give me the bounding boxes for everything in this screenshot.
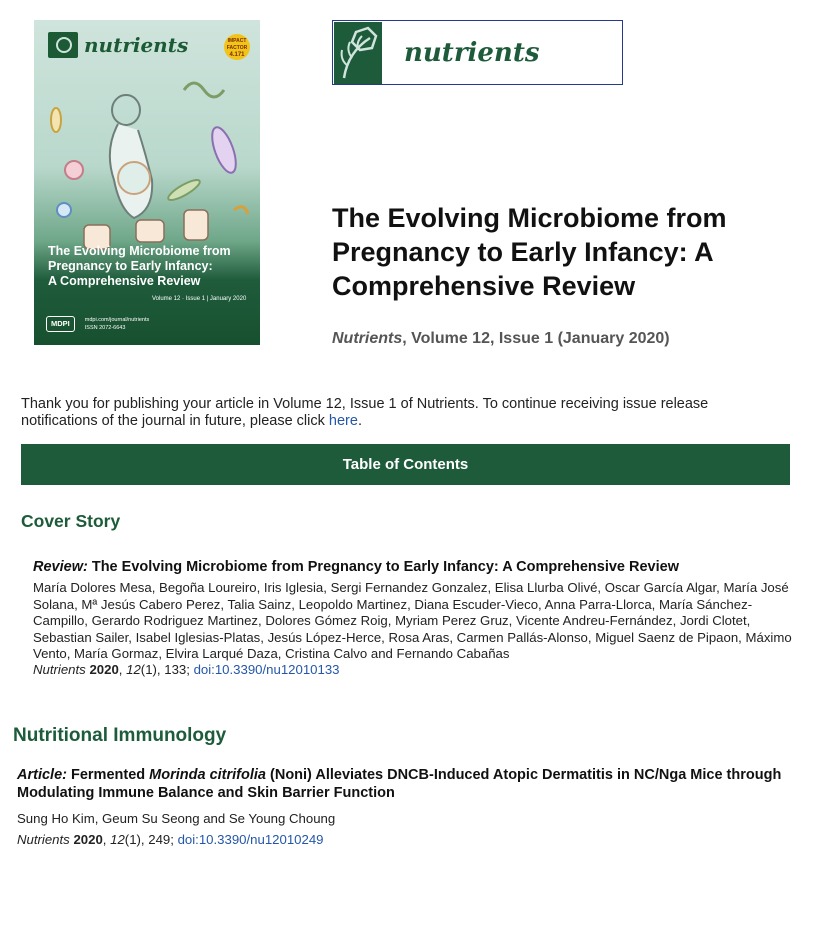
article-authors: Sung Ho Kim, Geum Su Seong and Se Young Choung (17, 811, 336, 826)
cover-illustration (34, 60, 260, 260)
doi-link[interactable]: doi:10.3390/nu12010249 (177, 832, 324, 847)
citation-pages: (1), 133; (140, 662, 194, 677)
badge-line: 4.171 (229, 52, 245, 58)
issue-details: , Volume 12, Issue 1 (January 2020) (402, 330, 670, 347)
journal-logo[interactable] (332, 20, 623, 85)
cover-issue: Volume 12 · Issue 1 | January 2020 (152, 296, 247, 302)
toc-label: Table of Contents (342, 456, 469, 473)
article-title-part: Fermented (66, 767, 150, 783)
section-title-nutritional-immunology: Nutritional Immunology (13, 725, 227, 746)
article-type: Review: (33, 559, 88, 575)
mdpi-logo: MDPI (46, 316, 75, 332)
cover-logo-icon (48, 32, 78, 58)
cover-title (48, 244, 253, 289)
article-type: Article: (17, 767, 67, 783)
citation-volume: 12 (126, 662, 141, 677)
cover-footer-text (85, 316, 150, 332)
cover-issn: ISSN 2072-6643 (84, 325, 126, 331)
cover-footer (46, 316, 149, 332)
thanks-end: . (357, 413, 362, 429)
issue-journal: Nutrients (332, 330, 403, 347)
thanks-message (21, 396, 781, 430)
cover-title-line: Pregnancy to Early Infancy: (48, 259, 213, 273)
thanks-text: Thank you for publishing your article in Volume 12, Issue 1 of Nutrients. To continue receiving issue release notifications of the journal in future, please click (21, 396, 709, 429)
doi-link[interactable]: doi:10.3390/nu12010133 (193, 662, 340, 677)
citation-volume: 12 (110, 832, 125, 847)
article-citation: Nutrients 2020, 12(1), 249; doi:10.3390/nu12010249 (17, 832, 324, 847)
article-citation: Nutrients 2020, 12(1), 133; doi:10.3390/nu12010133 (33, 662, 340, 677)
here-link[interactable]: here (328, 413, 358, 429)
article-title-italic: Morinda citrifolia (149, 767, 266, 783)
citation-year: 2020 (89, 662, 119, 677)
article-title: The Evolving Microbiome from Pregnancy to Early Infancy: A Comprehensive Review (87, 559, 679, 575)
citation-journal: Nutrients (17, 832, 70, 847)
badge-line: IMPACT (227, 38, 247, 44)
cover-image (34, 20, 260, 345)
article-authors: María Dolores Mesa, Begoña Loureiro, Iris Iglesia, Sergi Fernandez Gonzalez, Elisa Llurba Olivé, Oscar García Algar, María José Solana, Mª Jesús Cabero Perez, Talia Sainz, Leopoldo Martinez, Diana Escuder-Vieco, Anna Parra-Llorca, María Sánchez-Campillo, Gerardo Rodriguez Martinez, Dolores Gómez Roig, Myriam Perez Gruz, Vicente Andreu-Fernández, Jordi Clotet, Sebastian Sailer, Isabel Iglesias-Platas, Jesús López-Herce, Rosa Aras, Carmen Pallás-Alonso, Miguel Saenz de Pipaon, Máximo Vento, María Gormaz, Elvira Larqué Daza, Cristina Calvo and Fernando Cabañas (33, 580, 792, 661)
citation-journal: Nutrients (33, 662, 86, 677)
cover-title-line: A Comprehensive Review (48, 274, 201, 288)
article-title-link[interactable] (17, 766, 817, 802)
cover-journal-name: nutrients (84, 33, 189, 57)
article-title-part: (Noni) Alleviates DNCB-Induced Atopic Dermatitis in NC/Nga Mice through Modulating Immune Balance and Skin Barrier Function (17, 767, 782, 801)
leaf-logo-icon (334, 22, 382, 84)
table-of-contents-header (21, 444, 790, 485)
logo-journal-name: nutrients (404, 37, 540, 68)
impact-factor-badge (224, 34, 250, 60)
cover-title-line: The Evolving Microbiome from (48, 244, 231, 258)
section-title-cover-story: Cover Story (21, 511, 121, 531)
citation-year: 2020 (73, 832, 103, 847)
badge-line: FACTOR (226, 45, 248, 51)
cover-journal-brand (48, 32, 188, 58)
cover-url: mdpi.com/journal/nutrients (84, 317, 150, 323)
issue-cover-title: The Evolving Microbiome from Pregnancy to Early Infancy: A Comprehensive Review (332, 203, 727, 301)
article-title-link[interactable] (33, 558, 803, 576)
issue-info (332, 330, 670, 348)
nutrients-leaf-icon (334, 22, 382, 84)
citation-pages: (1), 249; (124, 832, 178, 847)
